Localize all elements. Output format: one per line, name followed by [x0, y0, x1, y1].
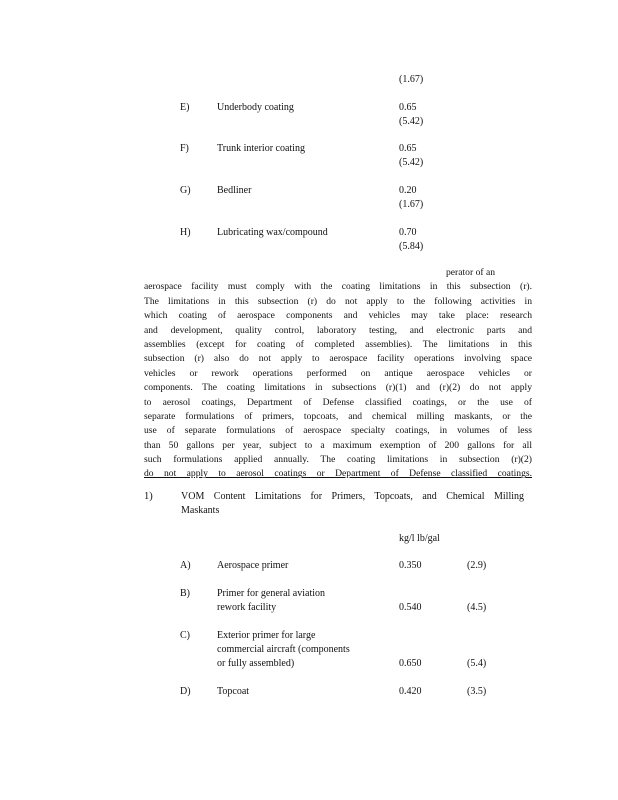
coating-name-g: Bedliner — [217, 185, 252, 196]
letter-d: D) — [180, 686, 191, 697]
paragraph-line: and development, quality control, laboratory testing, and electronic parts and — [144, 324, 532, 336]
coating-name-c-line3: or fully assembled) — [217, 658, 295, 669]
lb-value-d: (3.5) — [467, 686, 487, 697]
paragraph-line: than 50 gallons per year, subject to a maximum exemption of 200 gallons for all — [144, 439, 532, 451]
paragraph-line: which coating of aerospace components and vehicles may take place: research — [144, 310, 532, 322]
paragraph-line: components. The coating limitations in subsections (r)(1) and (r)(2) do not apply — [144, 382, 532, 394]
value-e-2: (5.42) — [399, 116, 424, 127]
coating-name-c-line1: Exterior primer for large — [217, 630, 316, 641]
letter-e: E) — [180, 102, 190, 113]
letter-c: C) — [180, 630, 190, 641]
lb-value-c: (5.4) — [467, 658, 487, 669]
section-title-line2: Maskants — [181, 505, 220, 516]
kg-value-d: 0.420 — [399, 686, 422, 697]
paragraph-line: such formulations applied annually. The coating limitations in subsection (r)(2) — [144, 454, 532, 466]
lb-value-b: (4.5) — [467, 602, 487, 613]
paragraph-line: vehicles or rework operations performed on antique aerospace vehicles or — [144, 367, 532, 379]
coating-name-c-line2: commercial aircraft (components — [217, 644, 350, 655]
coating-name-e: Underbody coating — [217, 102, 294, 113]
lb-value-a: (2.9) — [467, 560, 487, 571]
kg-value-c: 0.650 — [399, 658, 422, 669]
top-value: (1.67) — [399, 74, 424, 85]
letter-b: B) — [180, 588, 190, 599]
limitations-paragraph — [144, 266, 532, 482]
paragraph-line: assemblies (except for coating of completed assemblies). The limitations in this — [144, 338, 532, 350]
paragraph-line: to aerosol coatings, Department of Defense classified coatings, or the use of — [144, 396, 532, 408]
value-g-1: 0.20 — [399, 185, 417, 196]
letter-g: G) — [180, 185, 191, 196]
paragraph-line-underlined: do not apply to aerosol coatings or Department of Defense classified coatings. — [144, 468, 532, 480]
section-number: 1) — [144, 491, 153, 502]
paragraph-line: separate formulations of primers, topcoats, and chemical milling maskants, or the — [144, 410, 532, 422]
kg-value-b: 0.540 — [399, 602, 422, 613]
letter-a: A) — [180, 560, 191, 571]
letter-h: H) — [180, 227, 191, 238]
value-f-1: 0.65 — [399, 143, 417, 154]
coating-name-f: Trunk interior coating — [217, 143, 305, 154]
units-header: kg/l lb/gal — [399, 533, 440, 544]
coating-name-a: Aerospace primer — [217, 560, 289, 571]
paragraph-line: perator of an — [446, 267, 496, 278]
paragraph-line: The limitations in this subsection (r) do not apply to the following activities in — [144, 295, 532, 307]
value-h-1: 0.70 — [399, 227, 417, 238]
paragraph-line: subsection (r) also do not apply to aerospace facility operations involving space — [144, 353, 532, 365]
coating-name-d: Topcoat — [217, 686, 250, 697]
coating-name-h: Lubricating wax/compound — [217, 227, 328, 238]
paragraph-line: use of separate formulations of aerospace specialty coatings, in volumes of less — [144, 425, 532, 437]
value-e-1: 0.65 — [399, 102, 417, 113]
section-title-line1: VOM Content Limitations for Primers, Topcoats, and Chemical Milling — [181, 491, 524, 502]
value-h-2: (5.84) — [399, 241, 424, 252]
letter-f: F) — [180, 143, 189, 154]
value-f-2: (5.42) — [399, 157, 424, 168]
paragraph-line: aerospace facility must comply with the coating limitations in this subsection (r). — [144, 281, 532, 293]
value-g-2: (1.67) — [399, 199, 424, 210]
coating-name-b-line1: Primer for general aviation — [217, 588, 326, 599]
kg-value-a: 0.350 — [399, 560, 422, 571]
coating-name-b-line2: rework facility — [217, 602, 277, 613]
